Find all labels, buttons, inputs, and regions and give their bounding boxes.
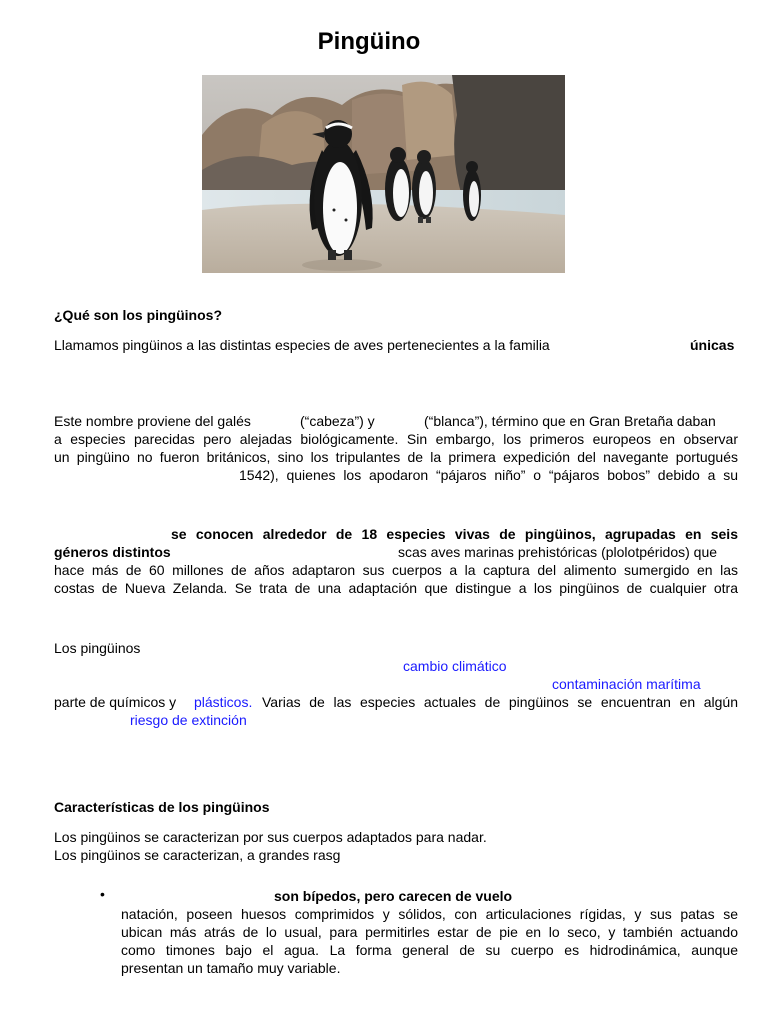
paragraph2-line2: a especies parecidas pero alejadas biológicamente. Sin embargo, los primeros europeos en observar (54, 431, 738, 447)
link-contaminacion-maritima[interactable]: contaminación marítima (552, 676, 701, 692)
penguin-photo (202, 75, 565, 273)
paragraph2-line4: 1542), quienes los apodaron “pájaros niño” o “pájaros bobos” debido a su (239, 467, 738, 483)
link-cambio-climatico[interactable]: cambio climático (403, 658, 507, 674)
paragraph1-text: Llamamos pingüinos a las distintas especies de aves pertenecientes a la familia (54, 337, 550, 353)
paragraph1-bold: únicas (690, 337, 735, 353)
paragraph3-line2-bold: géneros distintos (54, 544, 171, 560)
section-heading-caracteristicas: Características de los pingüinos (54, 799, 270, 815)
list-bullet-icon: • (100, 886, 105, 902)
paragraph4-line1: Los pingüinos (54, 640, 141, 656)
paragraph4-line4-b: Varias de las especies actuales de pingüinos se encuentran en algún (262, 694, 738, 710)
page-title: Pingüino (317, 28, 421, 55)
paragraph2-line1-c: (“blanca”), término que en Gran Bretaña daban (424, 413, 716, 429)
paragraph3-line4: costas de Nueva Zelanda. Se trata de una adaptación que distingue a los pingüinos de cualquier otra (54, 580, 738, 596)
section-heading-que-son: ¿Qué son los pingüinos? (54, 307, 222, 323)
section2-paragraph2: Los pingüinos se caracterizan, a grandes rasg (54, 847, 341, 863)
paragraph2-line1-b: (“cabeza”) y (300, 413, 375, 429)
paragraph2-line3: un pingüino no fueron británicos, sino los tripulantes de la primera expedición del navegante portugués (54, 449, 738, 465)
bullet-line3: ubican más atrás de lo usual, para permitirles estar de pie en lo seco, y también actuando (121, 924, 738, 940)
link-plasticos[interactable]: plásticos. (194, 694, 253, 710)
bullet-line5: presentan un tamaño muy variable. (121, 960, 341, 976)
paragraph3-line2-rest: scas aves marinas prehistóricas (plolotpéridos) que (398, 544, 718, 560)
paragraph2-line1-a: Este nombre proviene del galés (54, 413, 251, 429)
section2-paragraph1: Los pingüinos se caracterizan por sus cuerpos adaptados para nadar. (54, 829, 487, 845)
bullet-line4: como timones bajo el agua. La forma general de su cuerpo es hidrodinámica, aunque (121, 942, 738, 958)
bullet-line2: natación, poseen huesos comprimidos y sólidos, con articulaciones rígidas, y sus patas se (121, 906, 738, 922)
paragraph4-line4-a: parte de químicos y (54, 694, 177, 710)
paragraph3-line1-bold: se conocen alrededor de 18 especies vivas de pingüinos, agrupadas en seis (171, 526, 738, 542)
link-riesgo-extincion[interactable]: riesgo de extinción (130, 712, 247, 728)
paragraph3-line3: hace más de 60 millones de años adaptaron sus cuerpos a la captura del alimento sumergido en las (54, 562, 738, 578)
bullet-bold-text: son bípedos, pero carecen de vuelo (274, 888, 513, 904)
